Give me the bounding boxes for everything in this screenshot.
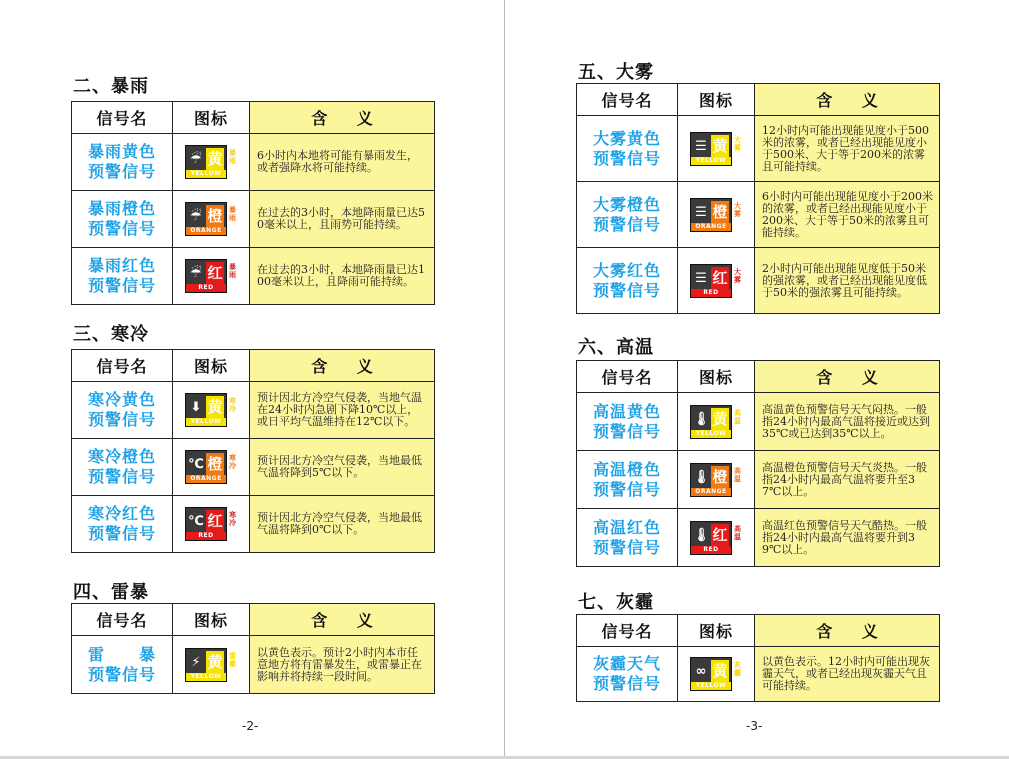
icon-side-label: 大雾 — [734, 135, 741, 152]
signal-description: 预计因北方冷空气侵袭，当地气温在24小时内急剧下降10℃以上，或日平均气温维持在12℃以下。 — [250, 382, 435, 439]
icon-level-char: 红 — [712, 268, 728, 287]
icon-level-char: 红 — [207, 512, 223, 530]
icon-level-band: YELLOW — [691, 430, 731, 438]
header-meaning: 含 义 — [250, 350, 435, 382]
signal-icon-cell — [173, 636, 250, 694]
header-signal-name: 信号名 — [72, 604, 173, 636]
signal-description: 2小时内可能出现能见度低于50米的强浓雾，或者已经出现能见度低于50米的强浓雾且可能持续。 — [755, 248, 940, 314]
signal-name-line2: 预警信号 — [87, 467, 156, 486]
icon-level-band: RED — [186, 532, 226, 540]
signal-name — [72, 382, 173, 439]
table-header-row — [72, 604, 435, 636]
signal-description: 预计因北方冷空气侵袭，当地最低气温将降到5℃以下。 — [250, 439, 435, 496]
warning-signal-icon — [185, 393, 237, 427]
thermometer-icon: 🌡 — [693, 411, 710, 427]
icon-level-band: ORANGE — [186, 227, 226, 235]
warning-signal-icon — [185, 202, 237, 236]
signal-description: 在过去的3小时，本地降雨量已达50毫米以上，且雨势可能持续。 — [250, 191, 435, 248]
icon-side-label: 高温 — [734, 524, 741, 541]
signal-description: 高温红色预警信号天气酷热。一般指24小时内最高气温将要升到39℃以上。 — [755, 509, 940, 567]
table-row — [577, 393, 940, 451]
page-number-right: -3- — [746, 719, 763, 733]
signal-icon-cell — [678, 509, 755, 567]
thermometer-icon: ℃ — [188, 457, 204, 472]
signal-name — [577, 393, 678, 451]
table-row — [577, 647, 940, 702]
signal-name-line2: 预警信号 — [592, 148, 661, 168]
signal-description: 在过去的3小时，本地降雨量已达100毫米以上，且降雨可能持续。 — [250, 248, 435, 305]
thunder-signal-table — [71, 603, 435, 694]
header-meaning: 含 义 — [755, 361, 940, 393]
signal-icon-cell — [678, 393, 755, 451]
warning-signal-icon — [185, 450, 237, 484]
header-meaning: 含 义 — [755, 615, 940, 647]
icon-level-band: YELLOW — [186, 170, 226, 178]
icon-level-char: 黄 — [712, 136, 728, 155]
header-signal-name: 信号名 — [72, 350, 173, 382]
icon-side-label: 大雾 — [734, 267, 741, 284]
icon-level-band: RED — [691, 546, 731, 554]
signal-description: 预计因北方冷空气侵袭，当地最低气温将降到0℃以下。 — [250, 496, 435, 553]
signal-icon-cell — [678, 116, 755, 182]
signal-name-line2: 预警信号 — [592, 280, 661, 300]
fog-lines-icon: ☰ — [695, 204, 707, 220]
signal-name-line1: 暴雨橙色 — [87, 199, 156, 218]
header-icon: 图标 — [173, 102, 250, 134]
icon-level-char: 橙 — [712, 202, 728, 221]
warning-signal-icon — [185, 507, 237, 541]
signal-icon-cell — [173, 382, 250, 439]
warning-signal-icon — [690, 521, 742, 555]
signal-name — [577, 509, 678, 567]
section-title: 六、高温 — [578, 337, 654, 358]
icon-level-char: 红 — [712, 525, 728, 544]
cold-signal-table — [71, 349, 435, 553]
icon-level-char: 橙 — [207, 455, 223, 473]
table-row — [72, 382, 435, 439]
icon-level-char: 黄 — [712, 662, 728, 680]
signal-description: 高温橙色预警信号天气炎热。一般指24小时内最高气温将要升至37℃以上。 — [755, 451, 940, 509]
table-row — [577, 248, 940, 314]
icon-level-band: YELLOW — [186, 673, 226, 681]
warning-signal-icon — [185, 259, 237, 293]
icon-level-band: YELLOW — [691, 682, 731, 690]
signal-icon-cell — [173, 496, 250, 553]
warning-signal-icon — [690, 132, 742, 166]
rainstorm-signal-table — [71, 101, 435, 305]
signal-description: 6小时内可能出现能见度小于200米的浓雾，或者已经出现能见度小于200米、大于等于50米的浓雾且可能持续。 — [755, 182, 940, 248]
signal-icon-cell — [173, 248, 250, 305]
header-signal-name: 信号名 — [72, 102, 173, 134]
signal-name — [72, 496, 173, 553]
heat-signal-table — [576, 360, 940, 567]
warning-signal-icon — [185, 145, 237, 179]
icon-level-char: 黄 — [712, 409, 728, 428]
icon-level-char: 黄 — [207, 652, 223, 671]
haze-signal-table — [576, 614, 940, 702]
header-signal-name: 信号名 — [577, 361, 678, 393]
icon-side-label: 雷暴 — [229, 651, 236, 668]
section-title: 四、雷暴 — [73, 582, 149, 603]
signal-name-line1: 大雾黄色 — [592, 128, 661, 148]
signal-name — [577, 647, 678, 702]
rain-cloud-icon: ☔ — [190, 209, 202, 224]
table-row — [72, 248, 435, 305]
signal-name-line1: 寒冷橙色 — [87, 447, 156, 466]
warning-signal-icon — [690, 198, 742, 232]
header-meaning: 含 义 — [755, 84, 940, 116]
signal-icon-cell — [173, 134, 250, 191]
signal-name-line2: 预警信号 — [592, 479, 661, 499]
header-meaning: 含 义 — [250, 604, 435, 636]
signal-name-line1: 寒冷红色 — [87, 504, 156, 523]
icon-side-label: 暴雨 — [229, 149, 236, 165]
icon-level-band: RED — [691, 289, 731, 297]
icon-side-label: 暴雨 — [229, 206, 236, 222]
icon-level-char: 橙 — [712, 467, 728, 486]
signal-icon-cell — [678, 647, 755, 702]
signal-name — [577, 182, 678, 248]
signal-name — [72, 191, 173, 248]
signal-icon-cell — [678, 182, 755, 248]
signal-name — [577, 451, 678, 509]
header-icon: 图标 — [173, 350, 250, 382]
section-title: 三、寒冷 — [73, 324, 149, 345]
icon-level-band: RED — [186, 284, 226, 292]
icon-level-char: 黄 — [207, 150, 223, 168]
signal-name-line2: 预警信号 — [87, 162, 156, 181]
section-title: 七、灰霾 — [578, 592, 654, 613]
table-row — [577, 509, 940, 567]
icon-side-label: 寒冷 — [229, 511, 236, 527]
signal-name-line1: 大雾橙色 — [592, 194, 661, 214]
header-icon: 图标 — [173, 604, 250, 636]
down-arrow-icon: ⬇ — [190, 400, 202, 415]
icon-side-label: 高温 — [734, 466, 741, 483]
section-title: 二、暴雨 — [73, 76, 149, 97]
signal-name-line2: 预警信号 — [87, 276, 156, 295]
icon-level-band: YELLOW — [186, 418, 226, 426]
signal-icon-cell — [173, 191, 250, 248]
warning-signal-icon — [690, 405, 742, 439]
icon-side-label: 灰霾 — [734, 661, 741, 677]
fog-lines-icon: ☰ — [695, 138, 707, 154]
thermometer-icon: 🌡 — [693, 469, 710, 485]
thermometer-icon: 🌡 — [693, 527, 710, 543]
table-row — [577, 182, 940, 248]
signal-description: 12小时内可能出现能见度小于500米的浓雾，或者已经出现能见度小于500米、大于等于200米的浓雾且可能持续。 — [755, 116, 940, 182]
signal-name — [72, 439, 173, 496]
signal-description: 以黄色表示。12小时内可能出现灰霾天气，或者已经出现灰霾天气且可能持续。 — [755, 647, 940, 702]
header-icon: 图标 — [678, 615, 755, 647]
signal-name-line1: 灰霾天气 — [592, 654, 661, 673]
signal-description: 高温黄色预警信号天气闷热。一般指24小时内最高气温将接近或达到35℃或已达到35℃以上。 — [755, 393, 940, 451]
table-row — [72, 134, 435, 191]
signal-icon-cell — [678, 248, 755, 314]
header-icon: 图标 — [678, 84, 755, 116]
icon-level-band: ORANGE — [186, 475, 226, 483]
icon-side-label: 寒冷 — [229, 454, 236, 470]
icon-side-label: 寒冷 — [229, 397, 236, 413]
signal-name-line2: 预警信号 — [87, 524, 156, 543]
header-signal-name: 信号名 — [577, 615, 678, 647]
thermometer-icon: ℃ — [188, 514, 204, 529]
section-title: 五、大雾 — [578, 62, 654, 83]
warning-signal-icon — [690, 264, 742, 298]
icon-level-band: YELLOW — [691, 157, 731, 165]
page-number-left: -2- — [242, 719, 259, 733]
table-row — [577, 451, 940, 509]
signal-icon-cell — [173, 439, 250, 496]
signal-icon-cell — [678, 451, 755, 509]
warning-signal-icon — [690, 463, 742, 497]
signal-name — [72, 636, 173, 694]
rain-cloud-icon: ☔ — [190, 152, 202, 167]
icon-side-label: 高温 — [734, 408, 741, 425]
table-header-row — [577, 361, 940, 393]
signal-name-line1: 寒冷黄色 — [87, 390, 156, 409]
icon-level-char: 橙 — [207, 207, 223, 225]
signal-name-line2: 预警信号 — [87, 410, 156, 429]
header-meaning: 含 义 — [250, 102, 435, 134]
signal-name-line1: 大雾红色 — [592, 260, 661, 280]
fog-signal-table — [576, 83, 940, 314]
icon-level-band: ORANGE — [691, 488, 731, 496]
icon-side-label: 大雾 — [734, 201, 741, 218]
signal-name-line2: 预警信号 — [592, 537, 661, 557]
icon-level-char: 黄 — [207, 398, 223, 416]
icon-level-char: 红 — [207, 264, 223, 282]
signal-name-line1: 高温红色 — [592, 517, 661, 537]
signal-name-line1: 雷 暴 — [87, 644, 156, 664]
warning-signal-icon — [185, 648, 237, 682]
signal-description: 6小时内本地将可能有暴雨发生，或者强降水将可能持续。 — [250, 134, 435, 191]
signal-name — [72, 248, 173, 305]
table-header-row — [72, 102, 435, 134]
table-header-row — [72, 350, 435, 382]
signal-name-line2: 预警信号 — [592, 421, 661, 441]
signal-name-line1: 暴雨黄色 — [87, 142, 156, 161]
signal-name — [577, 248, 678, 314]
table-row — [72, 636, 435, 694]
header-signal-name: 信号名 — [577, 84, 678, 116]
signal-name-line1: 暴雨红色 — [87, 256, 156, 275]
fog-lines-icon: ☰ — [695, 270, 707, 286]
infinity-icon: ∞ — [695, 664, 707, 679]
signal-name-line2: 预警信号 — [87, 664, 156, 684]
warning-signal-icon — [690, 657, 742, 691]
lightning-icon: ⚡ — [191, 654, 201, 670]
rain-cloud-icon: ☔ — [190, 266, 202, 281]
table-row — [72, 191, 435, 248]
signal-name-line2: 预警信号 — [87, 219, 156, 238]
signal-name-line2: 预警信号 — [592, 214, 661, 234]
table-header-row — [577, 84, 940, 116]
icon-level-band: ORANGE — [691, 223, 731, 231]
signal-name — [577, 116, 678, 182]
icon-side-label: 暴雨 — [229, 263, 236, 279]
table-row — [72, 439, 435, 496]
signal-name-line2: 预警信号 — [592, 674, 661, 693]
table-row — [577, 116, 940, 182]
signal-description: 以黄色表示。预计2小时内本市任意地方将有雷暴发生，或雷暴正在影响并将持续一段时间。 — [250, 636, 435, 694]
header-icon: 图标 — [678, 361, 755, 393]
table-row — [72, 496, 435, 553]
signal-name-line1: 高温橙色 — [592, 459, 661, 479]
table-header-row — [577, 615, 940, 647]
signal-name-line1: 高温黄色 — [592, 401, 661, 421]
signal-name — [72, 134, 173, 191]
